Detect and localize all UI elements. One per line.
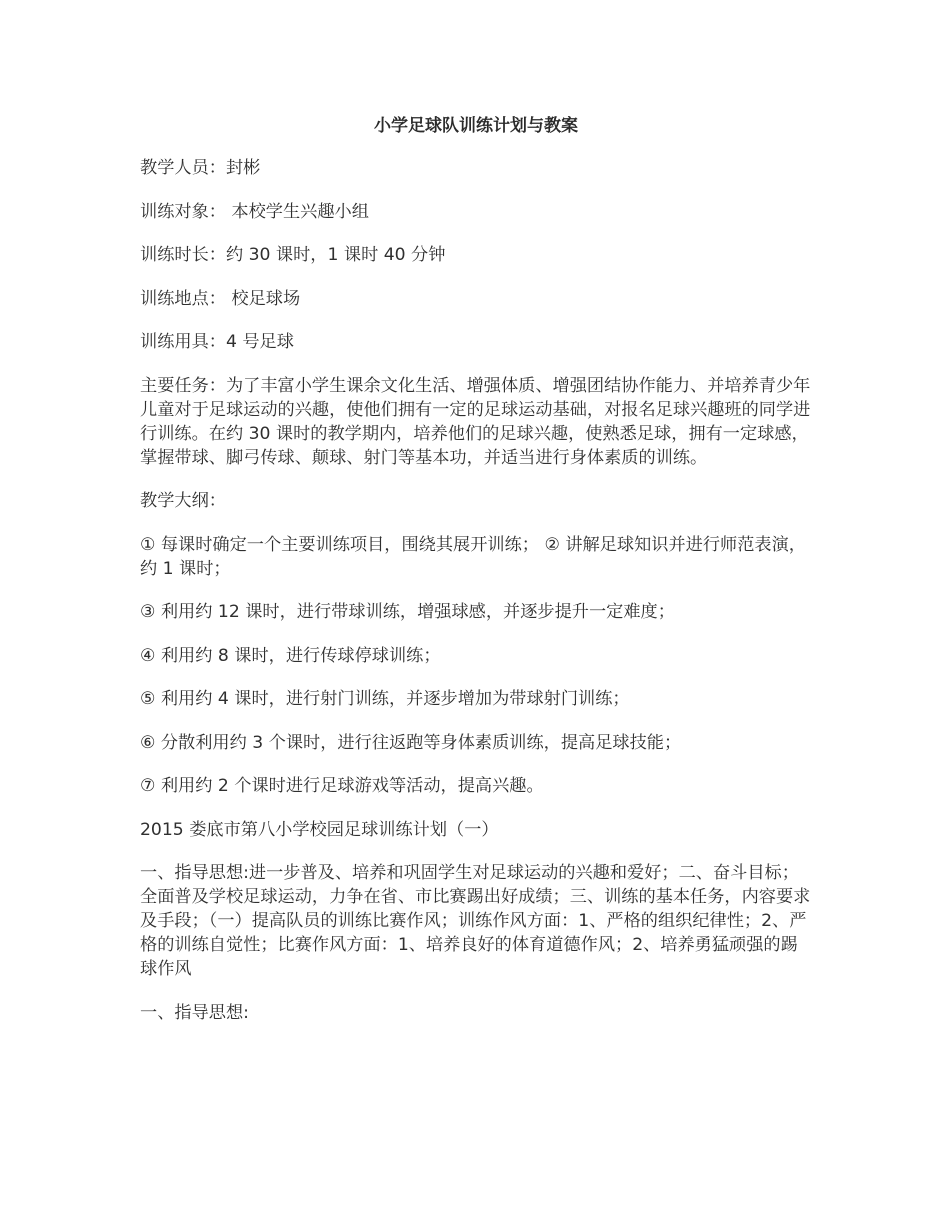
paragraph-equipment: 训练用具：4 号足球 xyxy=(140,332,294,352)
paragraph-syllabus-heading: 教学大纲： xyxy=(140,491,226,511)
paragraph-main-task: 主要任务：为了丰富小学生课余文化生活、增强体质、增强团结协作能力、并培养青少年儿童对于足球运动的兴趣，使他们拥有一定的足球运动基础，对报名足球兴趣班的同学进行训练。在约 30 课时的教学期内，培养他们的足球兴趣，使熟悉足球，拥有一定球感，掌握带球、脚弓传球、颠球、射门等基本功，并适当进行身体素质的训练。 xyxy=(140,375,811,468)
document-title: 小学足球队训练计划与教案 xyxy=(374,116,578,136)
paragraph-syllabus-item-1-2: ① 每课时确定一个主要训练项目，围绕其展开训练； ② 讲解足球知识并进行师范表演，约 1 课时； xyxy=(140,534,806,579)
paragraph-syllabus-item-4: ④ 利用约 8 课时，进行传球停球训练； xyxy=(140,645,441,666)
paragraph-target: 训练对象： 本校学生兴趣小组 xyxy=(140,201,369,222)
paragraph-plan-heading: 2015 娄底市第八小学校园足球训练计划（一） xyxy=(140,819,499,840)
paragraph-duration: 训练时长：约 30 课时，1 课时 40 分钟 xyxy=(140,245,446,265)
paragraph-syllabus-item-6: ⑥ 分散利用约 3 个课时，进行往返跑等身体素质训练，提高足球技能； xyxy=(140,732,682,753)
paragraph-teacher: 教学人员：封彬 xyxy=(140,158,261,178)
paragraph-syllabus-item-7: ⑦ 利用约 2 个课时进行足球游戏等活动，提高兴趣。 xyxy=(140,776,544,796)
paragraph-guiding-ideas: 一、指导思想:进一步普及、培养和巩固学生对足球运动的兴趣和爱好；二、奋斗目标；全面普及学校足球运动，力争在省、市比赛踢出好成绩；三、训练的基本任务，内容要求及手段；（一）提高队员的训练比赛作风；训练作风方面：1、严格的组织纪律性；2、严格的训练自觉性；比赛作风方面：1、培养良好的体育道德作风；2、培养勇猛顽强的踢球作风 xyxy=(140,863,811,979)
paragraph-guiding-ideas-heading: 一、指导思想: xyxy=(140,1002,249,1023)
paragraph-syllabus-item-5: ⑤ 利用约 4 课时，进行射门训练，并逐步增加为带球射门训练； xyxy=(140,689,630,709)
paragraph-location: 训练地点： 校足球场 xyxy=(140,288,301,309)
paragraph-syllabus-item-3: ③ 利用约 12 课时，进行带球训练，增强球感，并逐步提升一定难度； xyxy=(140,602,675,622)
